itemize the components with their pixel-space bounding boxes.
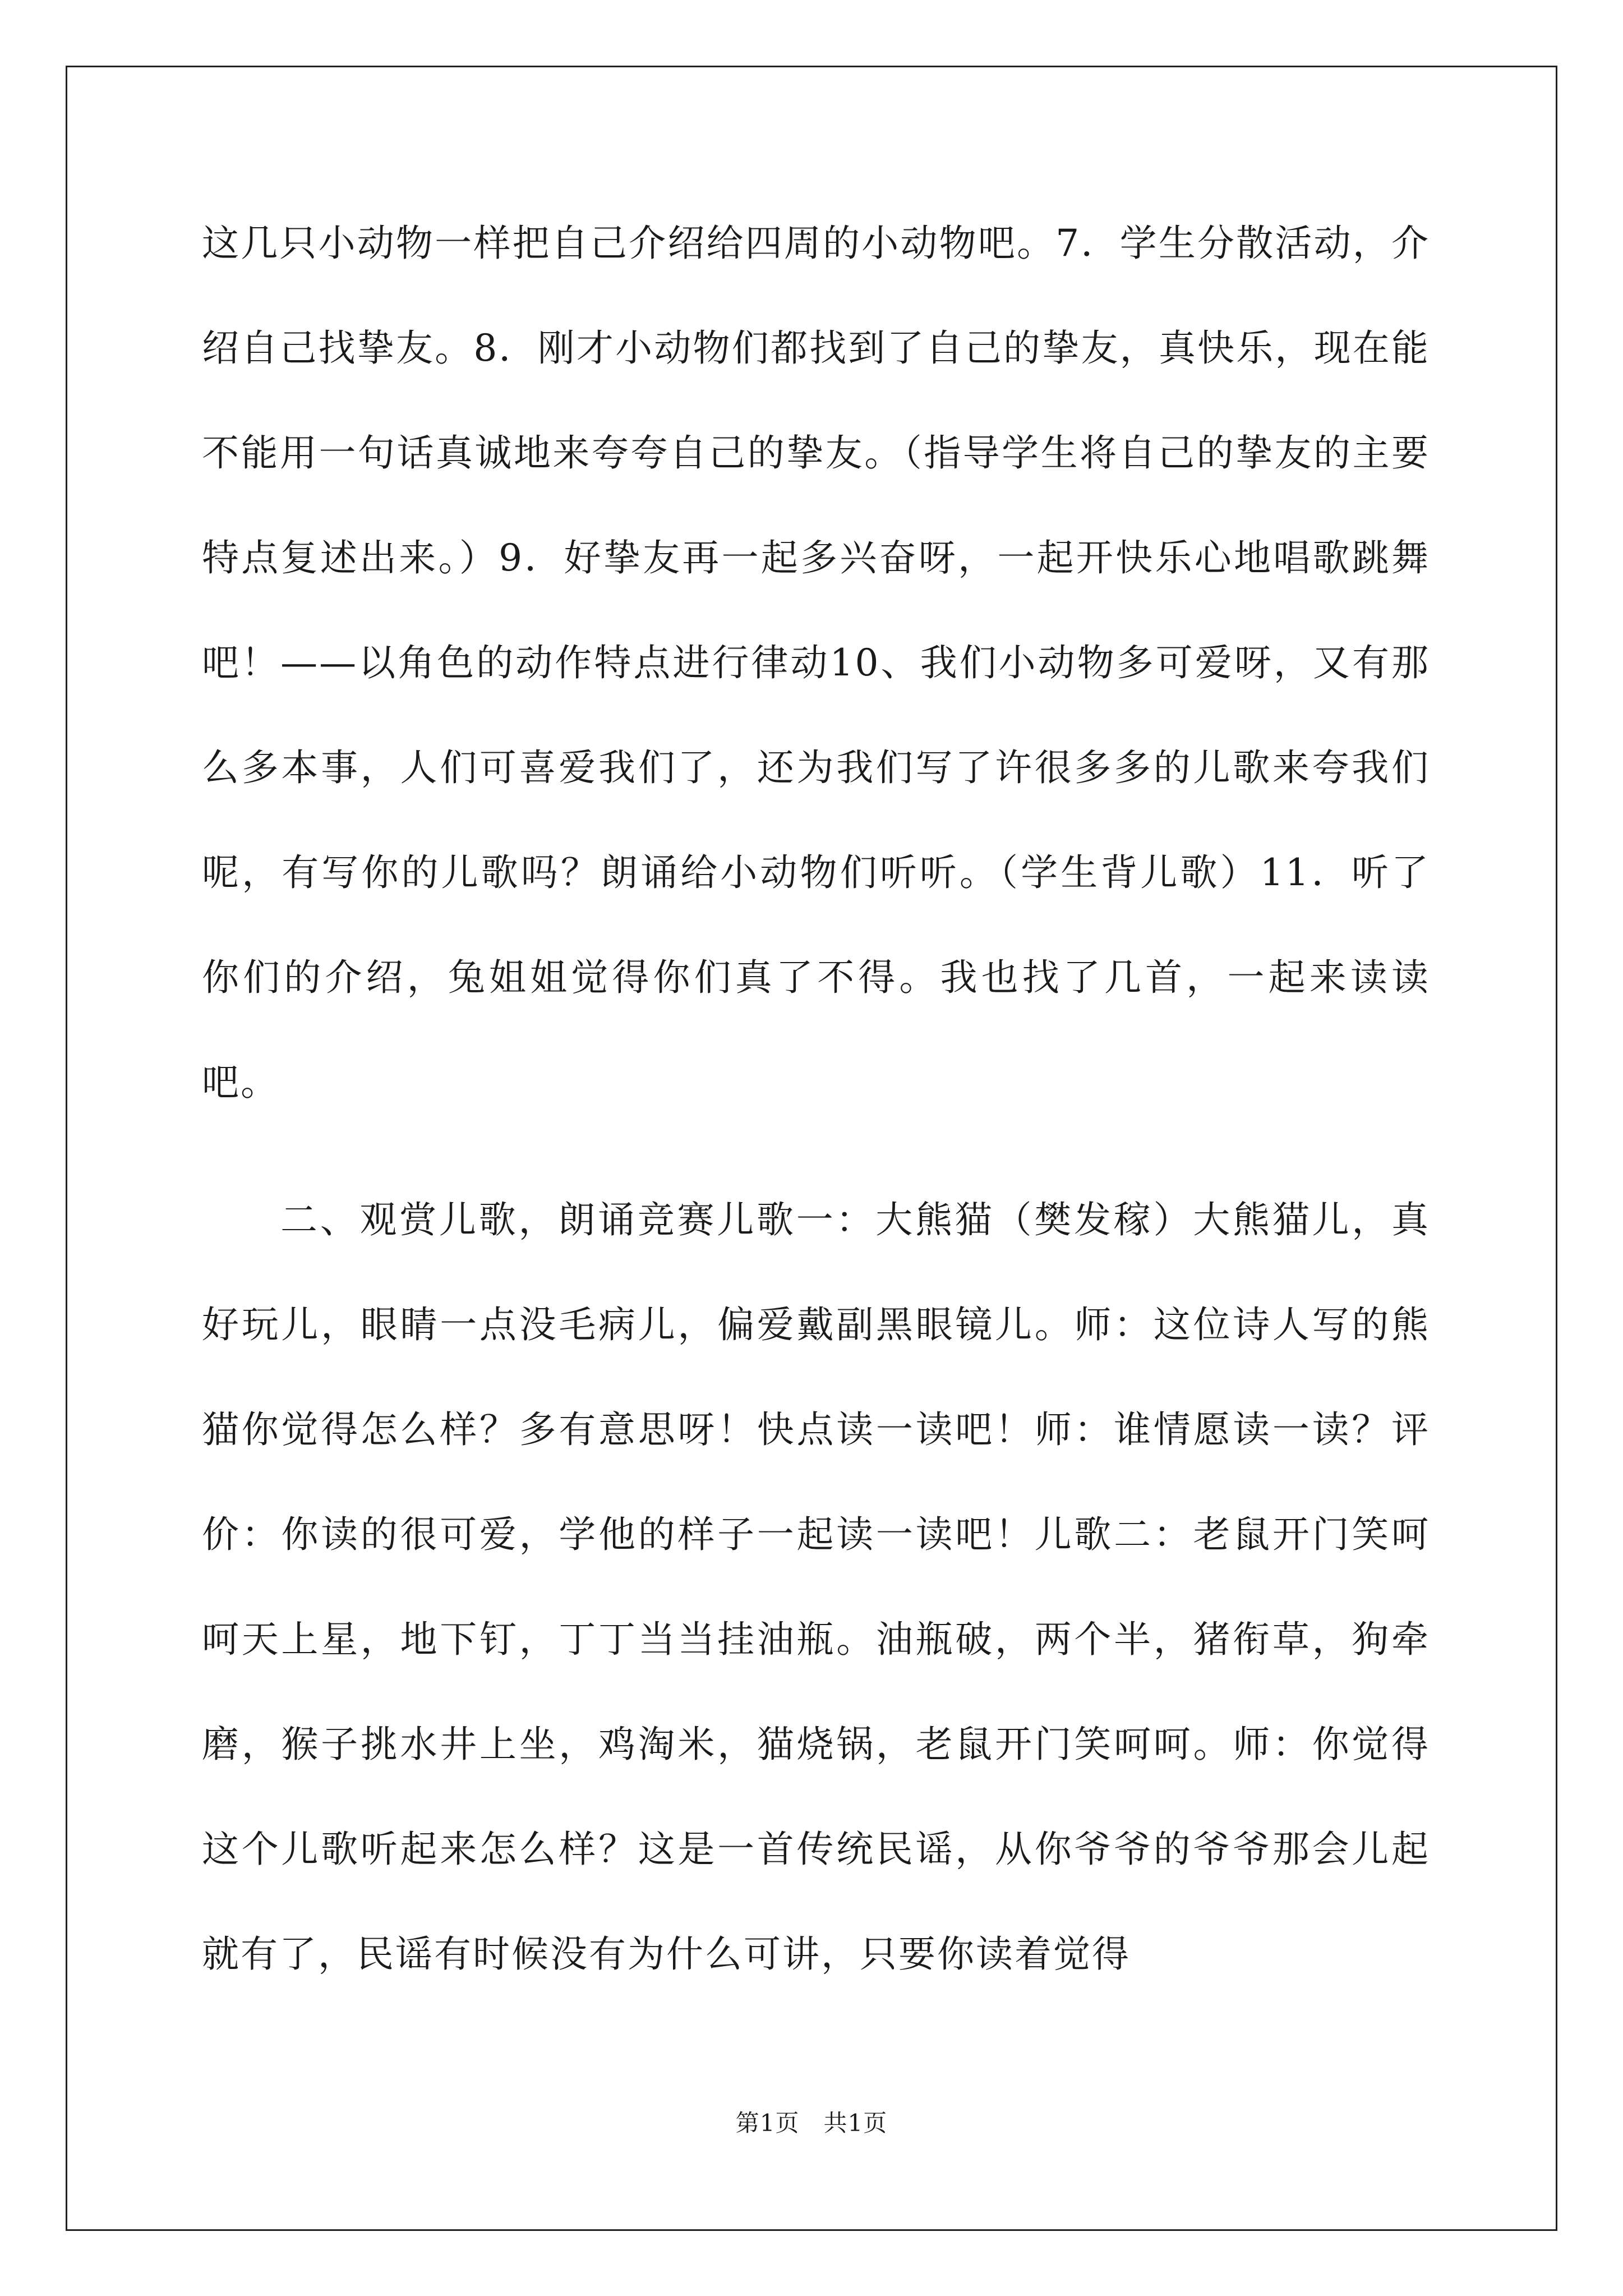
page-number-footer: 第1页 共1页 xyxy=(735,2109,888,2137)
paragraph-nursery-rhymes: 二、观赏儿歌，朗诵竞赛儿歌一：大熊猫（樊发稼）大熊猫儿，真好玩儿，眼睛一点没毛病儿，偏爱戴副黑眼镜儿。师：这位诗人写的熊猫你觉得怎么样？多有意思呀！快点读一读吧！师：谁情愿读一读？评价：你读的很可爱，学他的样子一起读一读吧！儿歌二：老鼠开门笑呵呵天上星，地下钉，丁丁当当挂油瓶。油瓶破，两个半，猪衔草，狗牵磨，猴子挑水井上坐，鸡淘米，猫烧锅，老鼠开门笑呵呵。师：你觉得这个儿歌听起来怎么样？这是一首传统民谣，从你爷爷的爷爷那会儿起就有了，民谣有时候没有为什么可讲，只要你读着觉得 xyxy=(202,1198,1430,1976)
document-body xyxy=(202,191,1430,2007)
paragraph-activities: 这几只小动物一样把自己介绍给四周的小动物吧。7．学生分散活动，介绍自己找挚友。8．刚才小动物们都找到了自己的挚友，真快乐，现在能不能用一句话真诚地来夸夸自己的挚友。（指导学生将自己的挚友的主要特点复述出来。）9．好挚友再一起多兴奋呀，一起开快乐心地唱歌跳舞吧！——以角色的动作特点进行律动10、我们小动物多可爱呀，又有那么多本事，人们可喜爱我们了，还为我们写了许很多多的儿歌来夸我们呢，有写你的儿歌吗？朗诵给小动物们听听。（学生背儿歌）11．听了你们的介绍，兔姐姐觉得你们真了不得。我也找了几首，一起来读读吧。 xyxy=(202,222,1430,1104)
